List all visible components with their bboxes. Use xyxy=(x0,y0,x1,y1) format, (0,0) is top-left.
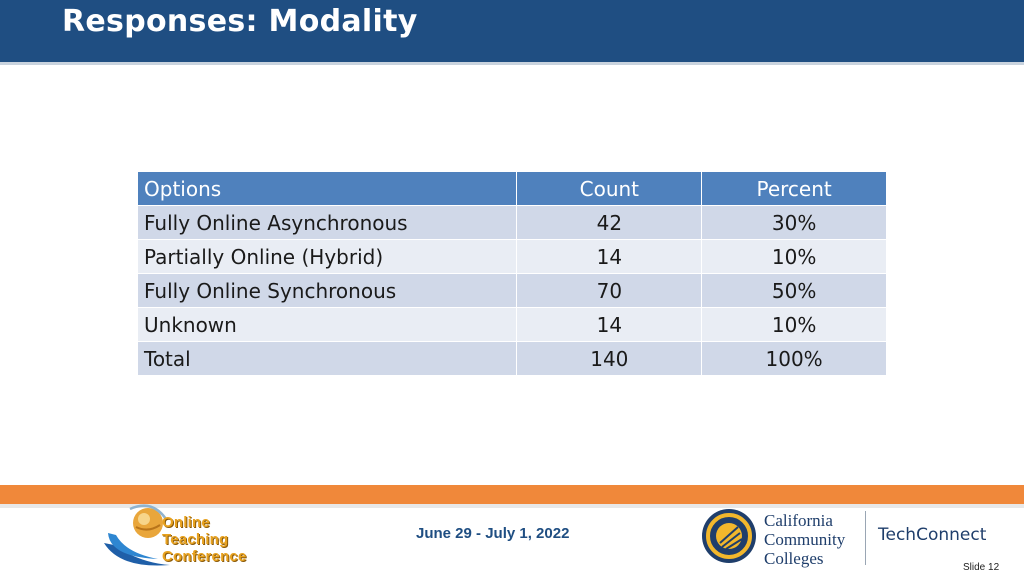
table-row xyxy=(138,308,887,342)
option-cell: Unknown xyxy=(138,308,517,342)
percent-cell: 10% xyxy=(702,308,887,342)
percent-cell: 100% xyxy=(702,342,887,376)
count-cell: 70 xyxy=(517,274,702,308)
table-row xyxy=(138,274,887,308)
count-cell: 14 xyxy=(517,240,702,274)
table-header-row xyxy=(138,172,887,206)
header-count: Count xyxy=(517,172,702,206)
percent-cell: 50% xyxy=(702,274,887,308)
table-row xyxy=(138,240,887,274)
table-row xyxy=(138,206,887,240)
option-cell: Partially Online (Hybrid) xyxy=(138,240,517,274)
slide-number: Slide 12 xyxy=(963,562,1000,573)
footer-orange-band xyxy=(0,485,1024,504)
option-cell: Fully Online Synchronous xyxy=(138,274,517,308)
conference-date: June 29 - July 1, 2022 xyxy=(416,525,570,542)
header-options: Options xyxy=(138,172,517,206)
percent-cell: 30% xyxy=(702,206,887,240)
option-cell: Total xyxy=(138,342,517,376)
slide-title: Responses: Modality xyxy=(62,4,418,39)
table-row-total xyxy=(138,342,887,376)
count-cell: 140 xyxy=(517,342,702,376)
option-cell: Fully Online Asynchronous xyxy=(138,206,517,240)
ccc-line: California xyxy=(764,511,833,530)
logo-divider xyxy=(865,511,866,565)
conference-line: Conference xyxy=(162,548,247,565)
header-percent: Percent xyxy=(702,172,887,206)
title-bar xyxy=(0,0,1024,65)
percent-cell: 10% xyxy=(702,240,887,274)
conference-line: Online xyxy=(162,514,210,531)
techconnect-label: TechConnect xyxy=(878,525,987,545)
ccc-line: Community xyxy=(764,530,846,549)
count-cell: 14 xyxy=(517,308,702,342)
ccc-name xyxy=(764,511,845,568)
conference-line: Teaching xyxy=(162,531,229,548)
conference-name xyxy=(162,514,247,565)
ccc-line: Colleges xyxy=(764,549,824,568)
modality-table xyxy=(137,171,887,376)
count-cell: 42 xyxy=(517,206,702,240)
ccc-seal-logo xyxy=(700,507,758,565)
